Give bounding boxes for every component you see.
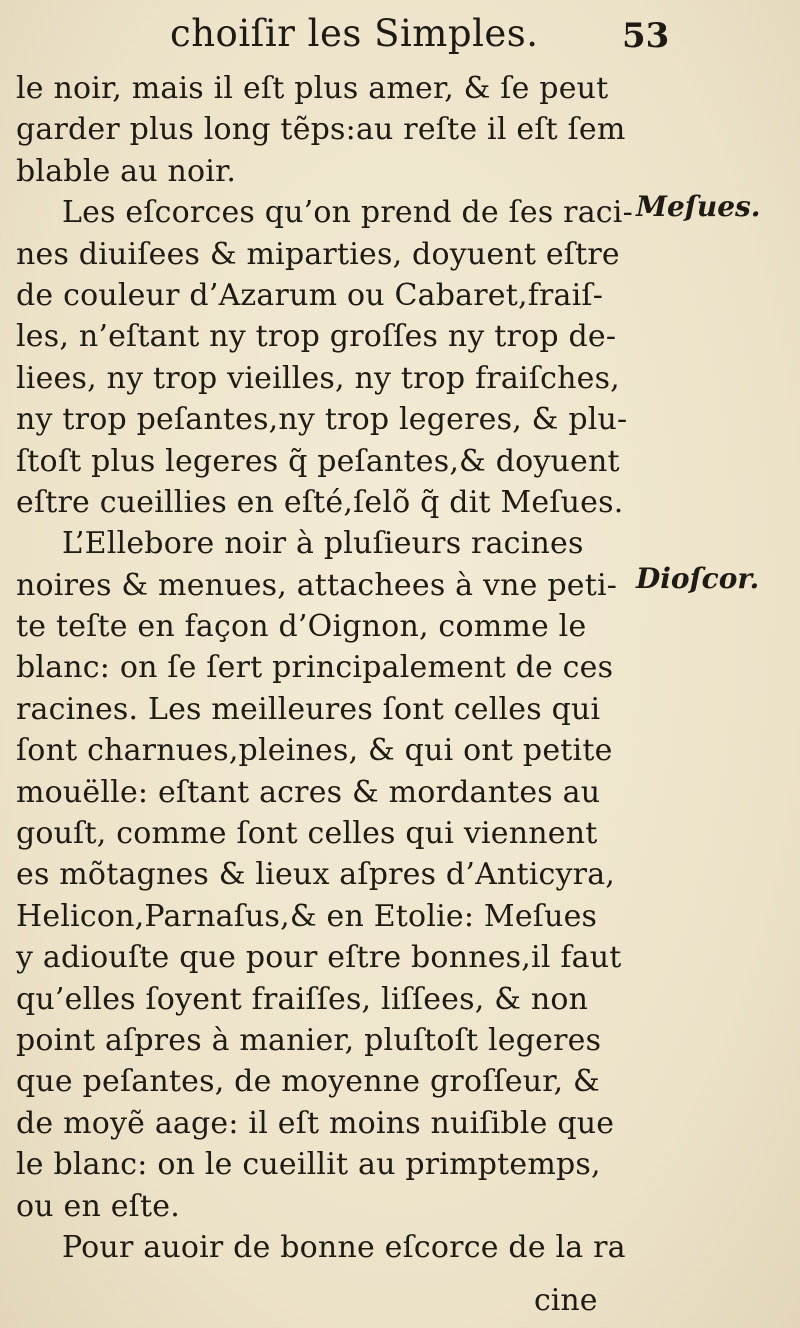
text-line: blanc: on ſe ſert principalement de ces [16, 650, 614, 686]
text-line: le noir, mais il eſt plus amer, & ſe peut [16, 71, 609, 106]
text-line: liees, ny trop vieilles, ny trop fraiſches, [16, 360, 620, 396]
text-line: y adiouſte que pour eſtre bonnes,il faut [16, 940, 622, 976]
text-line: ou en eſte. [16, 1188, 180, 1224]
paragraph-start-line: L’Ellebore noir à pluſieurs racines [62, 526, 584, 562]
text-line: te teſte en façon d’Oignon, comme le [16, 609, 587, 645]
text-line: es mõtagnes & lieux aſpres d’Anticyra, [16, 857, 616, 893]
text-line: de moyẽ aage: il eſt moins nuiſible que [16, 1105, 615, 1141]
text-line: ſont charnues,pleines, & qui ont petite [16, 733, 613, 769]
catchword: cine [534, 1283, 598, 1318]
text-line: racines. Les meilleures ſont celles qui [16, 691, 601, 727]
text-line: le blanc: on le cueillit au primptemps, [16, 1147, 601, 1183]
text-line: noires & menues, attachees à vne peti- [16, 567, 618, 603]
text-line: que peſantes, de moyenne groſſeur, & [16, 1064, 600, 1100]
text-line: de couleur d’Azarum ou Cabaret,fraiſ- [16, 277, 604, 313]
text-line: nes diuiſees & miparties, doyuent eſtre [16, 236, 620, 272]
text-line: point aſpres à manier, pluſtoſt legeres [16, 1022, 602, 1058]
body-text [16, 68, 636, 1268]
text-line: ny trop peſantes,ny trop legeres, & plu- [16, 402, 628, 438]
text-line: gouſt, comme ſont celles qui viennent [16, 816, 598, 852]
paragraph-start-line: Pour auoir de bonne eſcorce de la ra [62, 1229, 626, 1265]
running-head: choiſir les Simples. [170, 12, 539, 55]
text-line: mouëlle: eſtant acres & mordantes au [16, 774, 601, 810]
page-number: 53 [622, 16, 670, 56]
text-line: eſtre cueillies en eſté,ſelõ q̃ dit Meſues. [16, 484, 624, 520]
paragraph-start-line: Les eſcorces qu’on prend de ſes raci- [62, 195, 633, 231]
text-line: garder plus long tẽps:au reſte il eſt ſem [16, 112, 626, 148]
marginal-note-dioscor: Dioſcor. [636, 562, 760, 595]
text-line: les, n’eſtant ny trop groſſes ny trop de- [16, 319, 617, 355]
text-line: Helicon,Parnaſus,& en Etolie: Meſues [16, 898, 598, 934]
text-line: ſtoſt plus legeres q̃ peſantes,& doyuent [16, 443, 620, 479]
marginal-note-mesues: Meſues. [636, 190, 761, 223]
text-line: qu’elles ſoyent fraiſſes, liſſees, & non [16, 981, 589, 1017]
text-line: blable au noir. [16, 153, 237, 189]
